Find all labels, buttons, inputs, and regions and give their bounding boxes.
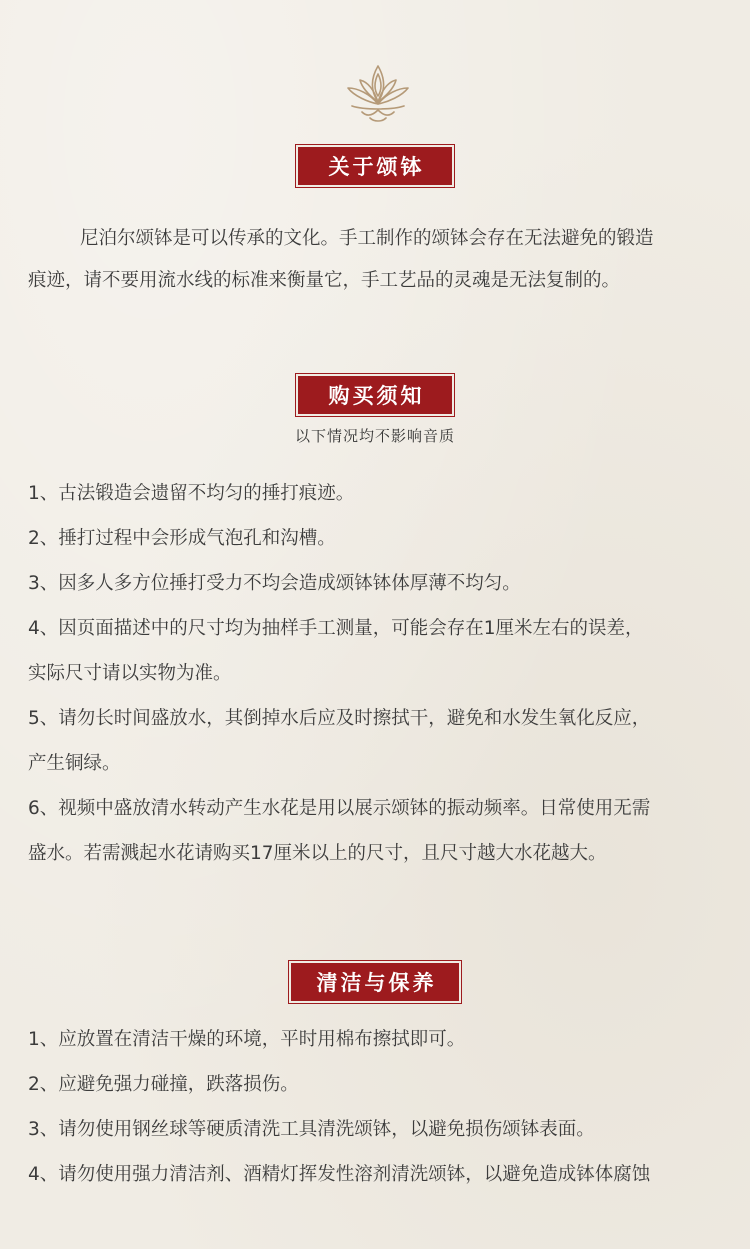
list-item: 2、捶打过程中会形成气泡孔和沟槽。 xyxy=(28,528,336,549)
purchase-subtitle: 以下情况均不影响音质 xyxy=(294,427,455,445)
section-title-care: 清洁与保养 xyxy=(291,963,459,1001)
lotus-icon xyxy=(340,62,416,126)
list-item: 3、请勿使用钢丝球等硬质清洗工具清洗颂钵，以避免损伤颂钵表面。 xyxy=(28,1119,595,1140)
about-text-line: 尼泊尔颂钵是可以传承的文化。手工制作的颂钵会存在无法避免的锻造 xyxy=(80,228,654,249)
list-item: 1、古法锻造会遗留不均匀的捶打痕迹。 xyxy=(28,483,355,504)
list-item: 5、请勿长时间盛放水，其倒掉水后应及时擦拭干，避免和水发生氧化反应， xyxy=(28,708,651,729)
list-item: 盛水。若需溅起水花请购买17厘米以上的尺寸，且尺寸越大水花越大。 xyxy=(28,843,607,864)
list-item: 4、因页面描述中的尺寸均为抽样手工测量，可能会存在1厘米左右的误差， xyxy=(28,618,644,639)
list-item: 6、视频中盛放清水转动产生水花是用以展示颂钵的振动频率。日常使用无需 xyxy=(28,798,651,819)
section-title-purchase: 购买须知 xyxy=(298,376,452,414)
about-text-line: 痕迹，请不要用流水线的标准来衡量它，手工艺品的灵魂是无法复制的。 xyxy=(28,270,621,291)
list-item: 实际尺寸请以实物为准。 xyxy=(28,663,232,684)
list-item: 产生铜绿。 xyxy=(28,753,121,774)
care-list xyxy=(28,1017,728,1197)
list-item: 2、应避免强力碰撞，跌落损伤。 xyxy=(28,1074,299,1095)
list-item: 4、请勿使用强力清洁剂、酒精灯挥发性溶剂清洗颂钵，以避免造成钵体腐蚀 xyxy=(28,1164,651,1185)
list-item: 3、因多人多方位捶打受力不均会造成颂钵钵体厚薄不均匀。 xyxy=(28,573,521,594)
list-item: 1、应放置在清洁干燥的环境，平时用棉布擦拭即可。 xyxy=(28,1029,466,1050)
section-title-about: 关于颂钵 xyxy=(298,147,452,185)
about-paragraph xyxy=(28,218,728,302)
purchase-notes-list xyxy=(28,471,728,876)
